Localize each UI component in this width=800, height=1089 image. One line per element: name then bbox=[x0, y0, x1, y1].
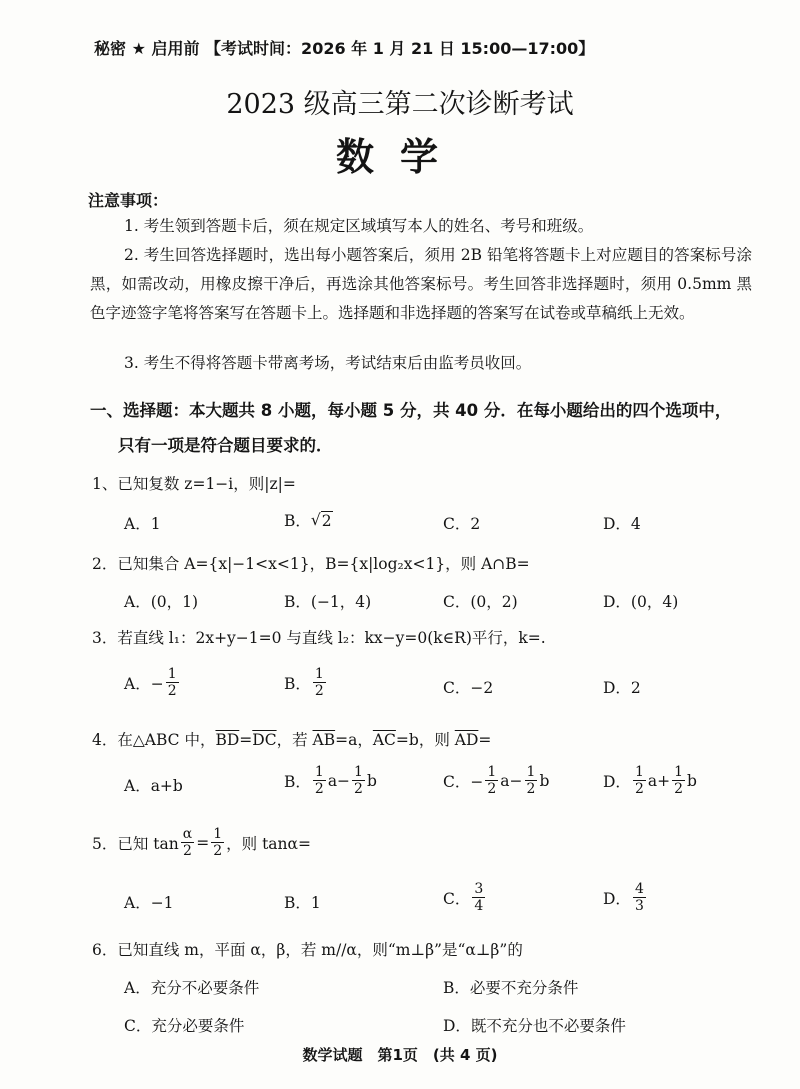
question-4-option-d bbox=[603, 764, 697, 797]
stem-text: = bbox=[239, 731, 253, 749]
option-label: D． bbox=[603, 772, 631, 791]
section-instructions-line2: 只有一项是符合题目要求的． bbox=[118, 436, 333, 455]
numerator: 4 bbox=[634, 881, 644, 897]
question-3-option-d: D．2 bbox=[603, 679, 641, 697]
denominator: 3 bbox=[634, 898, 644, 914]
question-1-option-b bbox=[284, 509, 333, 531]
fraction bbox=[352, 764, 365, 797]
option-label: B． bbox=[284, 512, 311, 530]
denominator: 4 bbox=[474, 898, 484, 914]
option-label: D． bbox=[603, 889, 631, 908]
page-footer: 数学试题 第1页 (共 4 页) bbox=[302, 1046, 498, 1064]
fraction bbox=[472, 881, 485, 914]
question-1-option-d: D．4 bbox=[603, 515, 641, 533]
denominator: 2 bbox=[167, 683, 177, 699]
question-2-option-c: C．(0，2) bbox=[443, 593, 518, 611]
question-5-option-c bbox=[443, 881, 487, 914]
numerator: 1 bbox=[354, 764, 363, 780]
question-3-option-a bbox=[124, 666, 181, 699]
sqrt-expression bbox=[311, 511, 333, 530]
question-3-stem: 3．若直线 l₁：2x+y−1=0 与直线 l₂：kx−y=0(k∈R)平行，k=. bbox=[92, 629, 546, 647]
notice-item-3: 3. 考生不得将答题卡带离考场，考试结束后由监考员收回。 bbox=[124, 354, 532, 372]
denominator: 2 bbox=[314, 781, 324, 797]
question-6-option-d: D．既不充分也不必要条件 bbox=[443, 1017, 626, 1035]
fraction bbox=[485, 764, 498, 797]
vector-dc: $\overline{DC}$ bbox=[252, 731, 277, 749]
numerator: 1 bbox=[526, 764, 536, 780]
fraction bbox=[633, 881, 646, 914]
question-6-stem: 6．已知直线 m，平面 α，β，若 m//α，则“m⊥β”是“α⊥β”的 bbox=[92, 941, 523, 959]
question-5-option-d bbox=[603, 881, 648, 914]
subject-title: 数学 bbox=[335, 134, 464, 179]
vector-bd: $\overline{BD}$ bbox=[215, 731, 240, 749]
denominator: 2 bbox=[183, 843, 192, 859]
numerator: 1 bbox=[314, 764, 324, 780]
stem-text: =a， bbox=[335, 731, 373, 749]
term: a+ bbox=[647, 771, 671, 790]
confidential-header: 秘密 ★ 启用前 【考试时间：2026 年 1 月 21 日 15:00—17:00】 bbox=[94, 39, 595, 58]
question-6-option-c: C．充分必要条件 bbox=[124, 1017, 245, 1035]
option-label: C． bbox=[443, 889, 471, 908]
question-4-option-a: A．a+b bbox=[124, 777, 183, 795]
term: b bbox=[687, 771, 697, 790]
question-4-stem bbox=[92, 728, 491, 750]
question-6-option-b: B．必要不充分条件 bbox=[443, 979, 579, 997]
exam-title: 2023 级高三第二次诊断考试 bbox=[226, 89, 574, 120]
fraction bbox=[672, 764, 685, 797]
denominator: 2 bbox=[487, 781, 497, 797]
question-3-option-b bbox=[284, 666, 328, 699]
stem-text: =b，则 bbox=[395, 731, 455, 749]
option-label: B． bbox=[284, 674, 311, 693]
numerator: 1 bbox=[213, 826, 223, 842]
option-label: B． bbox=[284, 772, 311, 791]
stem-text: ，则 tanα= bbox=[226, 834, 311, 853]
numerator: 1 bbox=[674, 764, 684, 780]
stem-text: = bbox=[478, 731, 492, 749]
question-5-option-a: A．−1 bbox=[124, 894, 174, 912]
stem-text: 5．已知 tan bbox=[92, 834, 179, 853]
term: a− bbox=[500, 771, 523, 790]
question-2-option-d: D．(0，4) bbox=[603, 593, 679, 611]
question-1-stem: 1、已知复数 z=1−i，则|z|= bbox=[92, 475, 296, 493]
denominator: 2 bbox=[526, 781, 536, 797]
question-3-option-c: C．−2 bbox=[443, 679, 494, 697]
question-1-option-c: C．2 bbox=[443, 515, 481, 533]
option-label: C．− bbox=[443, 772, 484, 791]
option-label: A．− bbox=[124, 674, 164, 693]
question-5-stem bbox=[92, 826, 311, 859]
denominator: 2 bbox=[674, 781, 684, 797]
denominator: 2 bbox=[213, 843, 223, 859]
numerator: 1 bbox=[314, 666, 324, 682]
fraction bbox=[181, 826, 194, 859]
notice-item-2: 2. 考生回答选择题时，选出每小题答案后，须用 2B 铅笔将答题卡上对应题目的答案标号涂黑，如需改动，用橡皮擦干净后，再选涂其他答案标号。考生回答非选择题时，须用 0.5mm 黑色字迹签字笔将答案写在答题卡上。选择题和非选择题的答案写在试卷或草稿纸上无效。 bbox=[90, 246, 752, 322]
question-2-option-b: B．(−1，4) bbox=[284, 593, 372, 611]
denominator: 2 bbox=[314, 683, 324, 699]
numerator: 3 bbox=[474, 881, 484, 897]
stem-text: 4．在△ABC 中， bbox=[92, 731, 216, 749]
question-6-option-a: A．充分不必要条件 bbox=[124, 979, 260, 997]
notice-item-1: 1. 考生领到答题卡后，须在规定区域填写本人的姓名、考号和班级。 bbox=[124, 217, 594, 235]
question-2-option-a: A．(0，1) bbox=[124, 593, 199, 611]
sqrt-radicand: 2 bbox=[321, 511, 332, 530]
numerator: α bbox=[182, 826, 193, 842]
numerator: 1 bbox=[634, 764, 644, 780]
question-4-option-b bbox=[284, 764, 377, 797]
fraction bbox=[166, 666, 179, 699]
vector-ac: $\overline{AC}$ bbox=[372, 731, 396, 749]
fraction bbox=[313, 666, 326, 699]
denominator: 2 bbox=[634, 781, 644, 797]
term: b bbox=[366, 771, 377, 790]
fraction bbox=[211, 826, 224, 859]
fraction bbox=[313, 764, 326, 797]
numerator: 1 bbox=[487, 764, 497, 780]
fraction bbox=[633, 764, 646, 797]
vector-ab: $\overline{AB}$ bbox=[312, 731, 336, 749]
notice-heading: 注意事项： bbox=[88, 191, 169, 210]
fraction bbox=[525, 764, 538, 797]
term: b bbox=[539, 771, 550, 790]
term: a− bbox=[327, 771, 351, 790]
sqrt-symbol: √ bbox=[310, 511, 321, 529]
stem-text: ，若 bbox=[276, 731, 313, 749]
denominator: 2 bbox=[354, 781, 363, 797]
question-4-option-c bbox=[443, 764, 549, 797]
question-5-option-b: B．1 bbox=[284, 894, 321, 912]
vector-ad: $\overline{AD}$ bbox=[454, 731, 479, 749]
stem-text: = bbox=[196, 833, 210, 852]
numerator: 1 bbox=[167, 666, 177, 682]
question-2-stem: 2．已知集合 A={x|−1<x<1}，B={x|log₂x<1}，则 A∩B= bbox=[92, 555, 530, 573]
section-instructions-line1: 一、选择题：本大题共 8 小题，每小题 5 分，共 40 分．在每小题给出的四个选项中， bbox=[90, 401, 732, 420]
question-1-option-a: A．1 bbox=[124, 515, 161, 533]
